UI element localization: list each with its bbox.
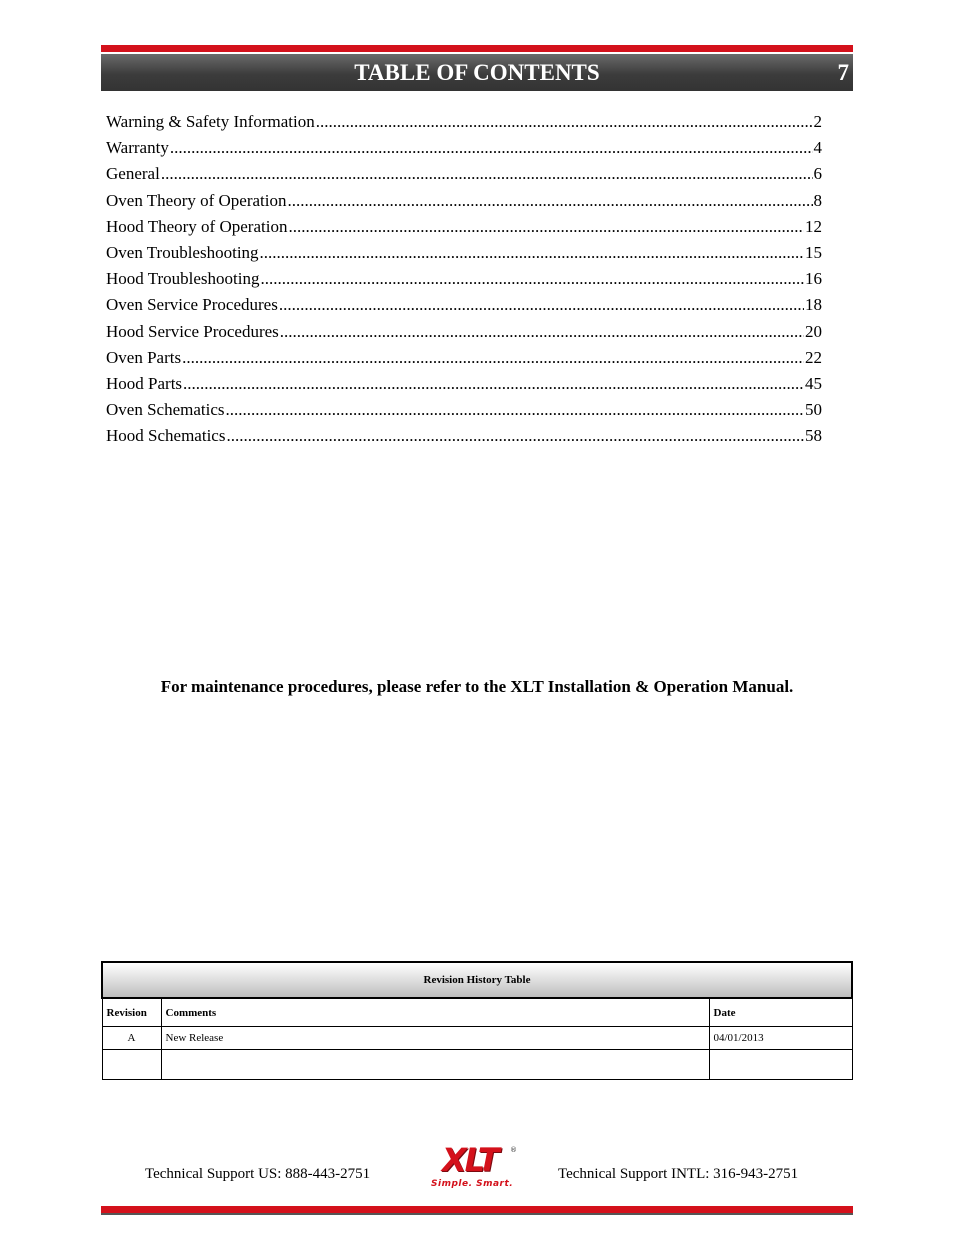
toc-entry[interactable] xyxy=(106,374,822,400)
toc-label: Hood Troubleshooting xyxy=(106,269,260,289)
toc-label: Oven Parts xyxy=(106,347,182,367)
title-bar xyxy=(101,54,853,91)
toc-page-number: 15 xyxy=(805,242,822,262)
toc-page-number: 50 xyxy=(805,400,822,420)
toc-page-number: 18 xyxy=(805,295,822,315)
revision-cell: A xyxy=(102,1027,161,1050)
toc-page-number: 58 xyxy=(805,426,822,446)
toc-leader-dots xyxy=(182,348,804,368)
toc-leader-dots xyxy=(226,400,805,420)
page-title: TABLE OF CONTENTS xyxy=(354,60,600,85)
header-red-rule xyxy=(101,45,853,52)
toc-label: Hood Service Procedures xyxy=(106,321,279,341)
toc-label: Warning & Safety Information xyxy=(106,112,315,131)
toc-leader-dots xyxy=(261,269,805,289)
toc-entry[interactable] xyxy=(106,400,822,426)
toc-entry[interactable] xyxy=(106,269,822,295)
table-of-contents xyxy=(106,112,822,452)
toc-leader-dots xyxy=(260,243,804,263)
toc-entry[interactable] xyxy=(106,426,822,452)
support-us-phone: Technical Support US: 888-443-2751 xyxy=(145,1166,371,1182)
toc-label: Hood Theory of Operation xyxy=(106,216,288,236)
toc-leader-dots xyxy=(170,138,813,158)
toc-label: Oven Theory of Operation xyxy=(106,190,287,210)
xlt-logo xyxy=(428,1143,526,1191)
toc-label: Warranty xyxy=(106,138,169,158)
toc-leader-dots xyxy=(288,217,804,237)
revision-table-caption: Revision History Table xyxy=(102,962,852,998)
toc-entry[interactable] xyxy=(106,138,822,164)
footer-grey-rule xyxy=(101,1213,853,1215)
toc-leader-dots xyxy=(279,295,804,315)
date-column-header: Date xyxy=(709,998,852,1027)
date-cell: 04/01/2013 xyxy=(709,1027,852,1050)
support-intl-phone: Technical Support INTL: 316-943-2751 xyxy=(558,1166,799,1182)
toc-page-number: 16 xyxy=(805,269,822,289)
toc-entry[interactable] xyxy=(106,112,822,138)
comments-cell xyxy=(161,1050,709,1080)
comments-column-header: Comments xyxy=(161,998,709,1027)
toc-label: Oven Service Procedures xyxy=(106,295,278,315)
revision-column-header: Revision xyxy=(102,998,161,1027)
toc-page-number: 45 xyxy=(805,373,822,393)
toc-leader-dots xyxy=(288,191,813,211)
toc-page-number: 20 xyxy=(805,321,822,341)
logo-tagline: Simple. Smart. xyxy=(431,1179,514,1189)
toc-entry[interactable] xyxy=(106,243,822,269)
toc-entry[interactable] xyxy=(106,191,822,217)
xlt-logo-mark: XLT xyxy=(442,1141,498,1179)
toc-entry[interactable] xyxy=(106,295,822,321)
maintenance-notice: For maintenance procedures, please refer to the XLT Installation & Operation Manual. xyxy=(160,677,794,696)
toc-page-number: 2 xyxy=(813,112,822,131)
toc-label: Oven Troubleshooting xyxy=(106,242,259,262)
toc-page-number: 12 xyxy=(805,216,822,236)
toc-leader-dots xyxy=(316,112,813,132)
toc-leader-dots xyxy=(226,426,804,446)
toc-page-number: 6 xyxy=(813,164,822,184)
revision-cell xyxy=(102,1050,161,1080)
table-row xyxy=(102,1027,852,1050)
toc-label: Hood Parts xyxy=(106,373,183,393)
footer-red-rule xyxy=(101,1206,853,1213)
toc-entry[interactable] xyxy=(106,322,822,348)
toc-label: Oven Schematics xyxy=(106,400,225,420)
comments-cell: New Release xyxy=(161,1027,709,1050)
toc-label: Hood Schematics xyxy=(106,426,226,446)
toc-page-number: 22 xyxy=(805,347,822,367)
registered-mark: ® xyxy=(510,1146,517,1154)
toc-page-number: 8 xyxy=(813,190,822,210)
toc-entry[interactable] xyxy=(106,164,822,190)
toc-leader-dots xyxy=(183,374,804,394)
toc-leader-dots xyxy=(280,322,804,342)
date-cell xyxy=(709,1050,852,1080)
toc-label: General xyxy=(106,164,160,184)
toc-leader-dots xyxy=(161,164,813,184)
toc-entry[interactable] xyxy=(106,348,822,374)
page-number: 7 xyxy=(837,60,849,85)
toc-page-number: 4 xyxy=(813,138,822,158)
table-row xyxy=(102,1050,852,1080)
toc-entry[interactable] xyxy=(106,217,822,243)
revision-history-table xyxy=(101,961,853,1080)
